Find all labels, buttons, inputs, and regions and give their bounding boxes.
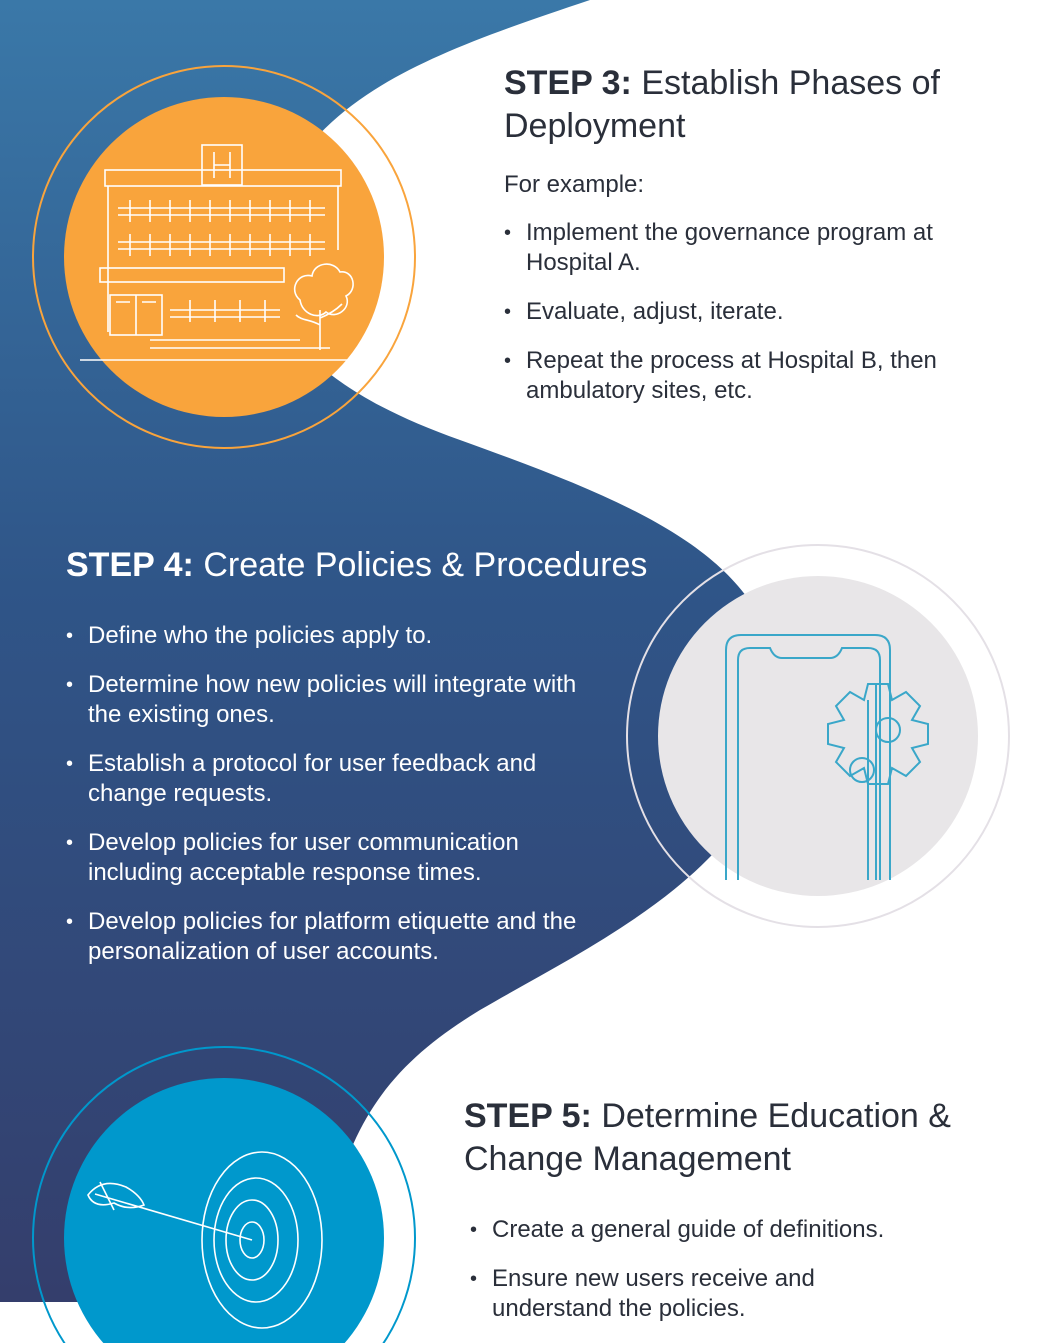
step3-section: [504, 62, 984, 425]
list-item: • Determine how new policies will integrate with the existing ones.: [66, 670, 606, 730]
step4-list: [66, 621, 606, 967]
step5-title: Determine Education & Change Management: [464, 1097, 951, 1178]
step3-heading: [504, 62, 984, 148]
list-item: • Ensure new users receive and understand the policies.: [470, 1264, 910, 1324]
list-item: • Repeat the process at Hospital B, then ambulatory sites, etc.: [504, 346, 984, 406]
list-item: • Create a general guide of definitions.: [470, 1215, 910, 1245]
step5-section: [464, 1095, 964, 1343]
list-item: • Develop policies for user communication including acceptable response times.: [66, 828, 606, 888]
step5-heading: [464, 1095, 964, 1181]
list-item: • Establish a protocol for user feedback and change requests.: [66, 749, 606, 809]
step3-intro: For example:: [504, 171, 645, 198]
list-item: • Define who the policies apply to.: [66, 621, 606, 651]
step3-label: STEP 3:: [504, 64, 632, 102]
list-item: • Develop policies for platform etiquette and the personalization of user accounts.: [66, 907, 606, 967]
step4-heading: [66, 544, 648, 587]
step4-section: [66, 544, 648, 986]
step4-title: Create Policies & Procedures: [203, 546, 648, 584]
step3-list: [504, 218, 984, 406]
step3-title: Establish Phases of Deployment: [504, 64, 940, 145]
step4-label: STEP 4:: [66, 546, 194, 584]
step5-label: STEP 5:: [464, 1097, 592, 1135]
step5-list: [470, 1215, 910, 1324]
list-item: • Evaluate, adjust, iterate.: [504, 297, 984, 327]
list-item: • Implement the governance program at Hospital A.: [504, 218, 984, 278]
